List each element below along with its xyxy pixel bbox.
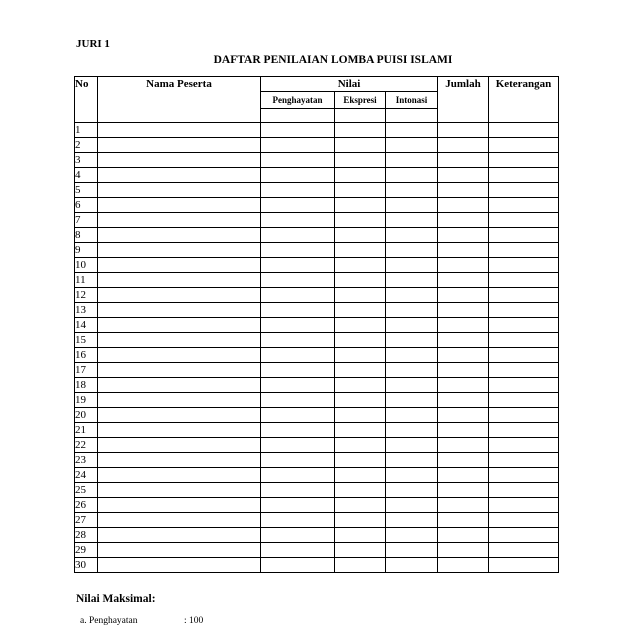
ekspresi-cell[interactable]: [335, 198, 386, 213]
intonasi-cell[interactable]: [386, 303, 438, 318]
ekspresi-cell[interactable]: [335, 168, 386, 183]
ekspresi-cell[interactable]: [335, 258, 386, 273]
penghayatan-cell[interactable]: [261, 138, 335, 153]
nama-peserta-cell[interactable]: [98, 498, 261, 513]
penghayatan-cell[interactable]: [261, 363, 335, 378]
nama-peserta-cell[interactable]: [98, 258, 261, 273]
nama-peserta-cell[interactable]: [98, 528, 261, 543]
header-spacer-cell: [335, 109, 386, 123]
jumlah-cell[interactable]: [438, 348, 489, 363]
jumlah-cell[interactable]: [438, 243, 489, 258]
table-row: [75, 333, 559, 348]
row-number: 29: [75, 543, 98, 558]
table-row: [75, 348, 559, 363]
table-row: [75, 258, 559, 273]
intonasi-cell[interactable]: [386, 408, 438, 423]
table-row: [75, 318, 559, 333]
penghayatan-cell[interactable]: [261, 228, 335, 243]
penghayatan-cell[interactable]: [261, 393, 335, 408]
row-number: 8: [75, 228, 98, 243]
row-number: 15: [75, 333, 98, 348]
nilai-maksimal-item-label: a. Penghayatan: [80, 616, 138, 626]
table-row: [75, 243, 559, 258]
penghayatan-cell[interactable]: [261, 168, 335, 183]
jumlah-cell[interactable]: [438, 363, 489, 378]
ekspresi-cell[interactable]: [335, 213, 386, 228]
ekspresi-cell[interactable]: [335, 228, 386, 243]
nama-peserta-cell[interactable]: [98, 348, 261, 363]
nama-peserta-cell[interactable]: [98, 123, 261, 138]
ekspresi-cell[interactable]: [335, 243, 386, 258]
row-number: 18: [75, 378, 98, 393]
row-number: 13: [75, 303, 98, 318]
keterangan-cell[interactable]: [489, 438, 559, 453]
row-number: 4: [75, 168, 98, 183]
intonasi-cell[interactable]: [386, 273, 438, 288]
keterangan-cell[interactable]: [489, 348, 559, 363]
row-number: 19: [75, 393, 98, 408]
keterangan-cell[interactable]: [489, 423, 559, 438]
penghayatan-cell[interactable]: [261, 498, 335, 513]
penghayatan-cell[interactable]: [261, 438, 335, 453]
ekspresi-cell[interactable]: [335, 138, 386, 153]
ekspresi-cell[interactable]: [335, 483, 386, 498]
row-number: 24: [75, 468, 98, 483]
table-row: [75, 288, 559, 303]
ekspresi-cell[interactable]: [335, 123, 386, 138]
nama-peserta-cell[interactable]: [98, 153, 261, 168]
jumlah-cell[interactable]: [438, 468, 489, 483]
jumlah-cell[interactable]: [438, 318, 489, 333]
table-row: [75, 543, 559, 558]
penghayatan-cell[interactable]: [261, 333, 335, 348]
nama-peserta-cell[interactable]: [98, 288, 261, 303]
keterangan-cell[interactable]: [489, 243, 559, 258]
jumlah-cell[interactable]: [438, 393, 489, 408]
intonasi-cell[interactable]: [386, 528, 438, 543]
row-number: 6: [75, 198, 98, 213]
header-ekspresi: Ekspresi: [335, 92, 386, 109]
page-title-text: DAFTAR PENILAIAN LOMBA PUISI ISLAMI: [213, 54, 453, 66]
table-row: [75, 423, 559, 438]
header-spacer-cell: [261, 109, 335, 123]
penghayatan-cell[interactable]: [261, 348, 335, 363]
header-intonasi: Intonasi: [386, 92, 438, 109]
ekspresi-cell[interactable]: [335, 558, 386, 573]
ekspresi-cell[interactable]: [335, 453, 386, 468]
keterangan-cell[interactable]: [489, 558, 559, 573]
penghayatan-cell[interactable]: [261, 213, 335, 228]
intonasi-cell[interactable]: [386, 258, 438, 273]
table-row: [75, 198, 559, 213]
ekspresi-cell[interactable]: [335, 378, 386, 393]
nama-peserta-cell[interactable]: [98, 393, 261, 408]
juri-label: JURI 1: [76, 38, 110, 50]
row-number: 2: [75, 138, 98, 153]
nama-peserta-cell[interactable]: [98, 333, 261, 348]
keterangan-cell[interactable]: [489, 378, 559, 393]
keterangan-cell[interactable]: [489, 258, 559, 273]
nama-peserta-cell[interactable]: [98, 513, 261, 528]
penghayatan-cell[interactable]: [261, 183, 335, 198]
ekspresi-cell[interactable]: [335, 498, 386, 513]
keterangan-cell[interactable]: [489, 453, 559, 468]
table-row: [75, 468, 559, 483]
jumlah-cell[interactable]: [438, 138, 489, 153]
intonasi-cell[interactable]: [386, 483, 438, 498]
keterangan-cell[interactable]: [489, 363, 559, 378]
intonasi-cell[interactable]: [386, 318, 438, 333]
penghayatan-cell[interactable]: [261, 558, 335, 573]
header-no: No: [75, 77, 98, 123]
table-row: [75, 228, 559, 243]
row-number: 25: [75, 483, 98, 498]
row-number: 14: [75, 318, 98, 333]
intonasi-cell[interactable]: [386, 288, 438, 303]
row-number: 22: [75, 438, 98, 453]
keterangan-cell[interactable]: [489, 183, 559, 198]
jumlah-cell[interactable]: [438, 168, 489, 183]
row-number: 27: [75, 513, 98, 528]
intonasi-cell[interactable]: [386, 348, 438, 363]
table-row: [75, 558, 559, 573]
ekspresi-cell[interactable]: [335, 528, 386, 543]
intonasi-cell[interactable]: [386, 513, 438, 528]
nama-peserta-cell[interactable]: [98, 438, 261, 453]
nama-peserta-cell[interactable]: [98, 423, 261, 438]
jumlah-cell[interactable]: [438, 273, 489, 288]
header-spacer-cell: [386, 109, 438, 123]
nama-peserta-cell[interactable]: [98, 558, 261, 573]
intonasi-cell[interactable]: [386, 138, 438, 153]
jumlah-cell[interactable]: [438, 438, 489, 453]
jumlah-cell[interactable]: [438, 288, 489, 303]
nama-peserta-cell[interactable]: [98, 543, 261, 558]
jumlah-cell[interactable]: [438, 483, 489, 498]
ekspresi-cell[interactable]: [335, 468, 386, 483]
intonasi-cell[interactable]: [386, 558, 438, 573]
intonasi-cell[interactable]: [386, 183, 438, 198]
intonasi-cell[interactable]: [386, 378, 438, 393]
keterangan-cell[interactable]: [489, 498, 559, 513]
keterangan-cell[interactable]: [489, 213, 559, 228]
score-table: [74, 76, 559, 573]
penghayatan-cell[interactable]: [261, 243, 335, 258]
page-title: [0, 54, 638, 66]
intonasi-cell[interactable]: [386, 333, 438, 348]
nama-peserta-cell[interactable]: [98, 243, 261, 258]
nilai-maksimal-item: [80, 616, 204, 626]
row-number: 5: [75, 183, 98, 198]
keterangan-cell[interactable]: [489, 228, 559, 243]
intonasi-cell[interactable]: [386, 168, 438, 183]
penghayatan-cell[interactable]: [261, 378, 335, 393]
table-row: [75, 453, 559, 468]
intonasi-cell[interactable]: [386, 153, 438, 168]
penghayatan-cell[interactable]: [261, 468, 335, 483]
nama-peserta-cell[interactable]: [98, 198, 261, 213]
jumlah-cell[interactable]: [438, 153, 489, 168]
table-row: [75, 528, 559, 543]
table-row: [75, 378, 559, 393]
intonasi-cell[interactable]: [386, 123, 438, 138]
header-penghayatan: Penghayatan: [261, 92, 335, 109]
penghayatan-cell[interactable]: [261, 408, 335, 423]
jumlah-cell[interactable]: [438, 333, 489, 348]
intonasi-cell[interactable]: [386, 468, 438, 483]
intonasi-cell[interactable]: [386, 243, 438, 258]
jumlah-cell[interactable]: [438, 198, 489, 213]
keterangan-cell[interactable]: [489, 408, 559, 423]
nama-peserta-cell[interactable]: [98, 363, 261, 378]
row-number: 10: [75, 258, 98, 273]
keterangan-cell[interactable]: [489, 123, 559, 138]
nama-peserta-cell[interactable]: [98, 138, 261, 153]
jumlah-cell[interactable]: [438, 228, 489, 243]
jumlah-cell[interactable]: [438, 183, 489, 198]
row-number: 28: [75, 528, 98, 543]
jumlah-cell[interactable]: [438, 213, 489, 228]
nama-peserta-cell[interactable]: [98, 378, 261, 393]
nama-peserta-cell[interactable]: [98, 213, 261, 228]
row-number: 9: [75, 243, 98, 258]
intonasi-cell[interactable]: [386, 363, 438, 378]
ekspresi-cell[interactable]: [335, 513, 386, 528]
jumlah-cell[interactable]: [438, 543, 489, 558]
intonasi-cell[interactable]: [386, 228, 438, 243]
row-number: 16: [75, 348, 98, 363]
header-nilai: Nilai: [261, 77, 438, 92]
intonasi-cell[interactable]: [386, 543, 438, 558]
row-number: 23: [75, 453, 98, 468]
penghayatan-cell[interactable]: [261, 543, 335, 558]
penghayatan-cell[interactable]: [261, 273, 335, 288]
keterangan-cell[interactable]: [489, 318, 559, 333]
keterangan-cell[interactable]: [489, 333, 559, 348]
row-number: 12: [75, 288, 98, 303]
table-row: [75, 438, 559, 453]
row-number: 7: [75, 213, 98, 228]
keterangan-cell[interactable]: [489, 528, 559, 543]
table-body: [75, 123, 559, 573]
row-number: 30: [75, 558, 98, 573]
intonasi-cell[interactable]: [386, 498, 438, 513]
intonasi-cell[interactable]: [386, 393, 438, 408]
header-keterangan: Keterangan: [489, 77, 559, 123]
jumlah-cell[interactable]: [438, 423, 489, 438]
header-jumlah: Jumlah: [438, 77, 489, 123]
row-number: 21: [75, 423, 98, 438]
intonasi-cell[interactable]: [386, 213, 438, 228]
keterangan-cell[interactable]: [489, 393, 559, 408]
table-row: [75, 153, 559, 168]
nama-peserta-cell[interactable]: [98, 303, 261, 318]
penghayatan-cell[interactable]: [261, 153, 335, 168]
nilai-maksimal-item-value: : 100: [184, 616, 204, 626]
keterangan-cell[interactable]: [489, 303, 559, 318]
table-row: [75, 123, 559, 138]
table-row: [75, 393, 559, 408]
nama-peserta-cell[interactable]: [98, 318, 261, 333]
row-number: 11: [75, 273, 98, 288]
jumlah-cell[interactable]: [438, 303, 489, 318]
jumlah-cell[interactable]: [438, 378, 489, 393]
table-row: [75, 168, 559, 183]
ekspresi-cell[interactable]: [335, 153, 386, 168]
jumlah-cell[interactable]: [438, 123, 489, 138]
table-row: [75, 273, 559, 288]
ekspresi-cell[interactable]: [335, 183, 386, 198]
ekspresi-cell[interactable]: [335, 273, 386, 288]
table-row: [75, 408, 559, 423]
keterangan-cell[interactable]: [489, 198, 559, 213]
penghayatan-cell[interactable]: [261, 123, 335, 138]
penghayatan-cell[interactable]: [261, 288, 335, 303]
penghayatan-cell[interactable]: [261, 318, 335, 333]
ekspresi-cell[interactable]: [335, 408, 386, 423]
keterangan-cell[interactable]: [489, 168, 559, 183]
nama-peserta-cell[interactable]: [98, 453, 261, 468]
table-row: [75, 213, 559, 228]
nama-peserta-cell[interactable]: [98, 228, 261, 243]
header-nama-peserta: Nama Peserta: [98, 77, 261, 123]
keterangan-cell[interactable]: [489, 543, 559, 558]
table-row: [75, 303, 559, 318]
penghayatan-cell[interactable]: [261, 483, 335, 498]
ekspresi-cell[interactable]: [335, 348, 386, 363]
intonasi-cell[interactable]: [386, 423, 438, 438]
table-row: [75, 513, 559, 528]
ekspresi-cell[interactable]: [335, 438, 386, 453]
row-number: 17: [75, 363, 98, 378]
table-row: [75, 498, 559, 513]
row-number: 20: [75, 408, 98, 423]
penghayatan-cell[interactable]: [261, 258, 335, 273]
keterangan-cell[interactable]: [489, 153, 559, 168]
nama-peserta-cell[interactable]: [98, 408, 261, 423]
table-row: [75, 138, 559, 153]
penghayatan-cell[interactable]: [261, 198, 335, 213]
ekspresi-cell[interactable]: [335, 333, 386, 348]
jumlah-cell[interactable]: [438, 528, 489, 543]
ekspresi-cell[interactable]: [335, 288, 386, 303]
row-number: 1: [75, 123, 98, 138]
intonasi-cell[interactable]: [386, 438, 438, 453]
keterangan-cell[interactable]: [489, 483, 559, 498]
ekspresi-cell[interactable]: [335, 303, 386, 318]
intonasi-cell[interactable]: [386, 198, 438, 213]
jumlah-cell[interactable]: [438, 453, 489, 468]
intonasi-cell[interactable]: [386, 453, 438, 468]
row-number: 3: [75, 153, 98, 168]
ekspresi-cell[interactable]: [335, 393, 386, 408]
penghayatan-cell[interactable]: [261, 303, 335, 318]
table-row: [75, 363, 559, 378]
nama-peserta-cell[interactable]: [98, 183, 261, 198]
keterangan-cell[interactable]: [489, 273, 559, 288]
nama-peserta-cell[interactable]: [98, 483, 261, 498]
table-row: [75, 183, 559, 198]
jumlah-cell[interactable]: [438, 408, 489, 423]
jumlah-cell[interactable]: [438, 258, 489, 273]
nilai-maksimal-heading: Nilai Maksimal:: [76, 593, 156, 605]
jumlah-cell[interactable]: [438, 558, 489, 573]
penghayatan-cell[interactable]: [261, 423, 335, 438]
keterangan-cell[interactable]: [489, 138, 559, 153]
keterangan-cell[interactable]: [489, 513, 559, 528]
penghayatan-cell[interactable]: [261, 513, 335, 528]
jumlah-cell[interactable]: [438, 498, 489, 513]
row-number: 26: [75, 498, 98, 513]
keterangan-cell[interactable]: [489, 468, 559, 483]
ekspresi-cell[interactable]: [335, 543, 386, 558]
nama-peserta-cell[interactable]: [98, 468, 261, 483]
penghayatan-cell[interactable]: [261, 528, 335, 543]
jumlah-cell[interactable]: [438, 513, 489, 528]
ekspresi-cell[interactable]: [335, 363, 386, 378]
nama-peserta-cell[interactable]: [98, 273, 261, 288]
table-row: [75, 483, 559, 498]
ekspresi-cell[interactable]: [335, 423, 386, 438]
keterangan-cell[interactable]: [489, 288, 559, 303]
penghayatan-cell[interactable]: [261, 453, 335, 468]
nama-peserta-cell[interactable]: [98, 168, 261, 183]
ekspresi-cell[interactable]: [335, 318, 386, 333]
